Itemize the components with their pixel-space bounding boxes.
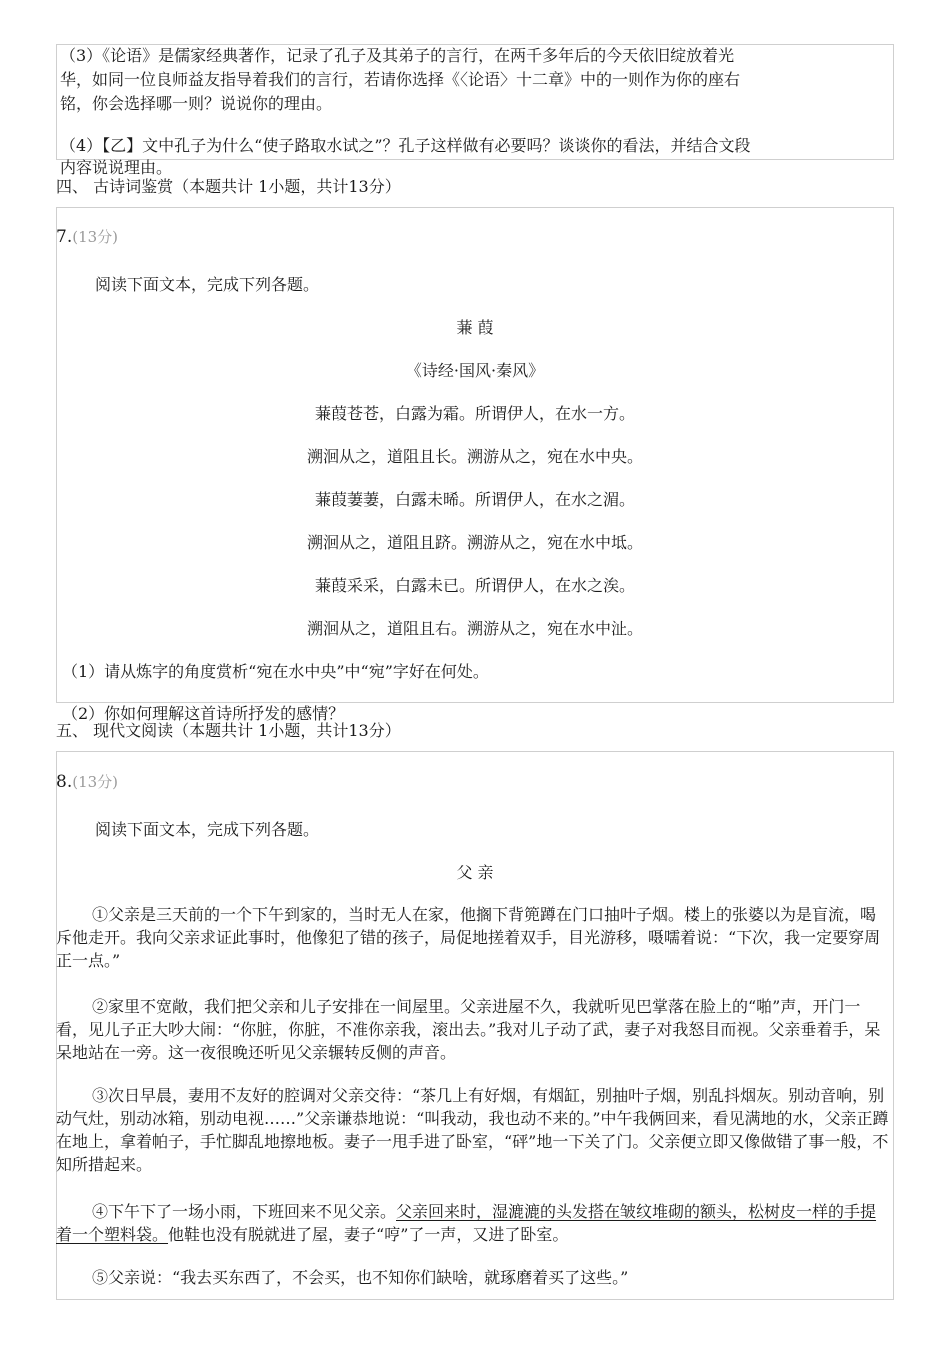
q6-sub3-line3: 铭，你会选择哪一则？说说你的理由。	[60, 94, 333, 113]
q6-sub3-line1: （3）《论语》是儒家经典著作，记录了孔子及其弟子的言行，在两千多年后的今天依旧绽放着光	[60, 46, 735, 65]
poem-line-5: 蒹葭采采，白露未已。所谓伊人，在水之涘。	[314, 576, 635, 595]
poem-source: 《诗经·国风·秦风》	[405, 361, 545, 380]
section-four-heading: 四、 古诗词鉴赏（本题共计 1小题，共计13分）	[56, 177, 401, 196]
q7-number-label: 7.	[56, 227, 73, 247]
poem-line-6: 溯洄从之，道阻且右。溯游从之，宛在水中沚。	[306, 619, 643, 638]
q7-sub1: （1）请从炼字的角度赏析“宛在水中央”中“宛”字好在何处。	[62, 662, 489, 681]
q6-sub3-line2: 华，如同一位良师益友指导着我们的言行，若请你选择《〈论语〉十二章》中的一则作为你的座右	[60, 70, 741, 89]
essay-title: 父 亲	[456, 863, 494, 882]
essay-paragraph-1: ①父亲是三天前的一个下午到家的，当时无人在家，他搁下背篼蹲在门口抽叶子烟。楼上的张婆以为是盲流，喝斥他走开。我向父亲求证此事时，他像犯了错的孩子，局促地搓着双手，目光游移，嗫嚅着说：“下次，我一定要穿周正一点。”	[56, 905, 881, 970]
poem-line-1: 蒹葭苍苍，白露为霜。所谓伊人，在水一方。	[314, 404, 635, 423]
section-five-heading: 五、 现代文阅读（本题共计 1小题，共计13分）	[56, 721, 401, 740]
q8-number	[56, 771, 118, 793]
paragraph-4-underlined-sentence: 父亲回来时，湿漉漉的头发搭在皱纹堆砌的额头，松树皮一样的手提着一个塑料袋。	[56, 1202, 877, 1244]
q8-number-label: 8.	[56, 772, 73, 792]
q6-sub4-line2: 内容说说理由。	[60, 158, 173, 177]
essay-paragraph-2: ②家里不宽敞，我们把父亲和儿子安排在一间屋里。父亲进屋不久，我就听见巴掌落在脸上的“啪”声，开门一看，见儿子正大吵大闹：“你脏，你脏，不准你亲我，滚出去。”我对儿子动了武，妻子对我怒目而视。父亲垂着手，呆呆地站在一旁。这一夜很晚还听见父亲辗转反侧的声音。	[56, 997, 881, 1062]
q7-instruction: 阅读下面文本，完成下列各题。	[95, 275, 320, 294]
paragraph-4-lead: ④下午下了一场小雨，下班回来不见父亲。	[92, 1202, 397, 1221]
q7-sub2: （2）你如何理解这首诗所抒发的感情？	[62, 704, 345, 723]
poem-line-2: 溯洄从之，道阻且长。溯游从之，宛在水中央。	[306, 447, 643, 466]
poem-line-4: 溯洄从之，道阻且跻。溯游从之，宛在水中坻。	[306, 533, 643, 552]
essay-paragraph-4	[56, 1200, 890, 1246]
q7-number	[56, 226, 118, 248]
q7-points: (13分)	[72, 228, 119, 246]
q6-sub4-line1: （4）【乙】文中孔子为什么“使子路取水试之”？孔子这样做有必要吗？谈谈你的看法，并结合文段	[60, 136, 751, 155]
paragraph-4-tail: 他鞋也没有脱就进了屋，妻子“哼”了一声，又进了卧室。	[168, 1225, 569, 1244]
essay-paragraph-3: ③次日早晨，妻用不友好的腔调对父亲交待：“茶几上有好烟，有烟缸，别抽叶子烟，别乱抖烟灰。别动音响，别动气灶，别动冰箱，别动电视……”父亲谦恭地说：“叫我动，我也动不来的。”中午我俩回来，看见满地的水，父亲正蹲在地上，拿着帕子，手忙脚乱地擦地板。妻子一甩手进了卧室，“砰”地一下关了门。父亲便立即又像做错了事一般，不知所措起来。	[56, 1086, 889, 1174]
poem-title: 蒹 葭	[456, 318, 494, 337]
q8-points: (13分)	[72, 773, 119, 791]
poem-line-3: 蒹葭萋萋，白露未晞。所谓伊人，在水之湄。	[314, 490, 635, 509]
q8-instruction: 阅读下面文本，完成下列各题。	[95, 820, 320, 839]
essay-paragraph-5: ⑤父亲说：“我去买东西了，不会买，也不知你们缺啥，就琢磨着买了这些。”	[92, 1268, 629, 1287]
